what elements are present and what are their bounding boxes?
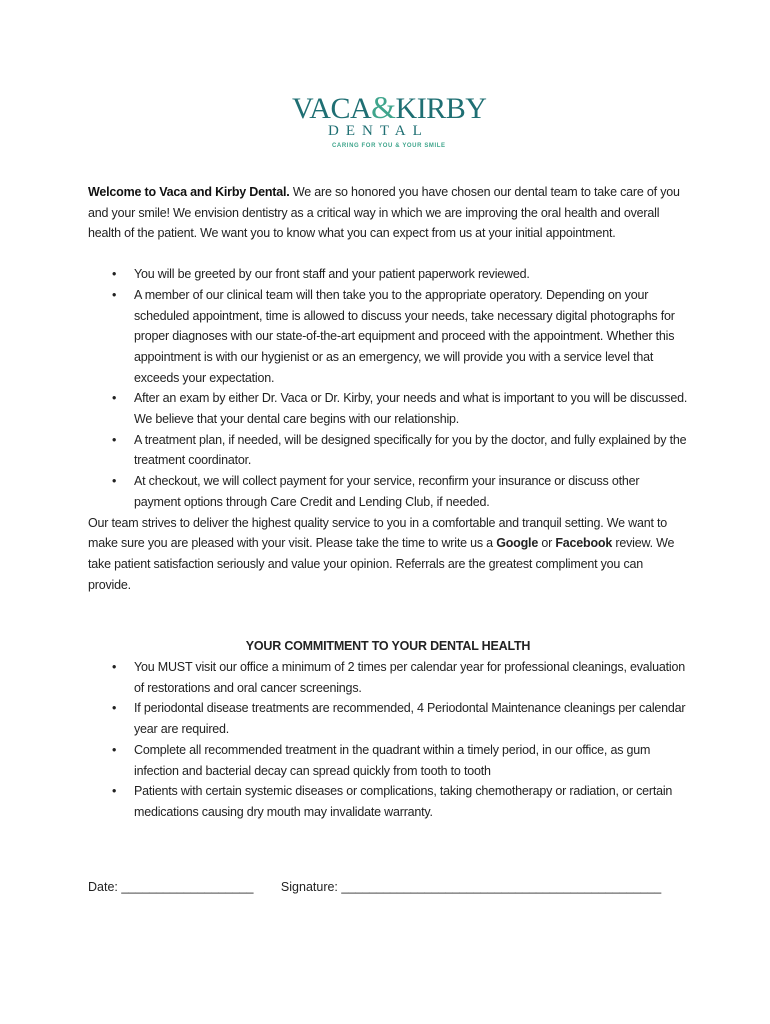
list-item: • Patients with certain systemic diseases or complications, taking chemotherapy or radiation, or certain medications causing dry mouth may invalidate warranty. [88,781,688,822]
logo-dental: DENTAL [328,123,429,139]
logo-tagline: CARING FOR YOU & YOUR SMILE [332,143,446,149]
document-body [88,182,688,823]
google-text: Google [496,536,539,551]
closing-text-2: review. We take patient satisfaction seriously and value your opinion. Referrals are the greatest compliment you can provide. [88,536,675,592]
intro-paragraph [88,182,688,244]
signature-field[interactable]: Signature: ______________________________________________ [280,880,662,894]
closing-or: or [538,536,556,551]
list-item: • At checkout, we will collect payment for your service, reconfirm your insurance or discuss other payment options through Care Credit and Lending Club, if needed. [88,471,688,512]
list-item: • You MUST visit our office a minimum of 2 times per calendar year for professional cleanings, evaluation of restorations and oral cancer screenings. [88,657,688,698]
vaca-kirby-logo [292,89,487,154]
logo-kirby: KIRBY [395,92,487,125]
signature-footer [88,880,685,894]
list-item: • If periodontal disease treatments are recommended, 4 Periodontal Maintenance cleanings per calendar year are required. [88,698,688,739]
facebook-text: Facebook [555,536,613,551]
logo-vaca: VACA [292,92,372,125]
logo-wordmark [292,89,487,125]
list-item: • You will be greeted by our front staff and your patient paperwork reviewed. [88,264,688,285]
list-item: • A member of our clinical team will then take you to the appropriate operatory. Depending on your scheduled appointment, time is allowed to discuss your needs, take necessary digital photographs for proper diagnoses with our state-of-the-art equipment and proceed with the appointment. Whether this appointment is with our hygienist or as an emergency, we will provide you with a service level that exceeds your expectation. [88,285,688,389]
list-item: • After an exam by either Dr. Vaca or Dr. Kirby, your needs and what is important to you will be discussed. We believe that your dental care begins with our relationship. [88,388,688,429]
list-item: • A treatment plan, if needed, will be designed specifically for you by the doctor, and fully explained by the treatment coordinator. [88,430,688,471]
date-field[interactable]: Date: ___________________ [88,880,254,894]
closing-text-1: Our team strives to deliver the highest quality service to you in a comfortable and tranquil setting. We want to make sure you are pleased with your visit. Please take the time to write us a [88,515,668,551]
visit-list [88,264,688,512]
list-item: • Complete all recommended treatment in the quadrant within a timely period, in our office, as gum infection and bacterial decay can spread quickly from tooth to tooth [88,740,688,781]
intro-bold: Welcome to Vaca and Kirby Dental. [88,185,290,199]
closing-paragraph [88,513,688,596]
commitment-list [88,657,688,823]
logo-ampersand: & [371,89,396,125]
commitment-heading: YOUR COMMITMENT TO YOUR DENTAL HEALTH [245,639,531,654]
intro-text: We are so honored you have chosen our dental team to take care of you and your smile! We envision dentistry as a critical way in which we are improving the oral health and overall health of the patient. We want you to know what you can expect from us at your initial appointment. [88,185,680,241]
